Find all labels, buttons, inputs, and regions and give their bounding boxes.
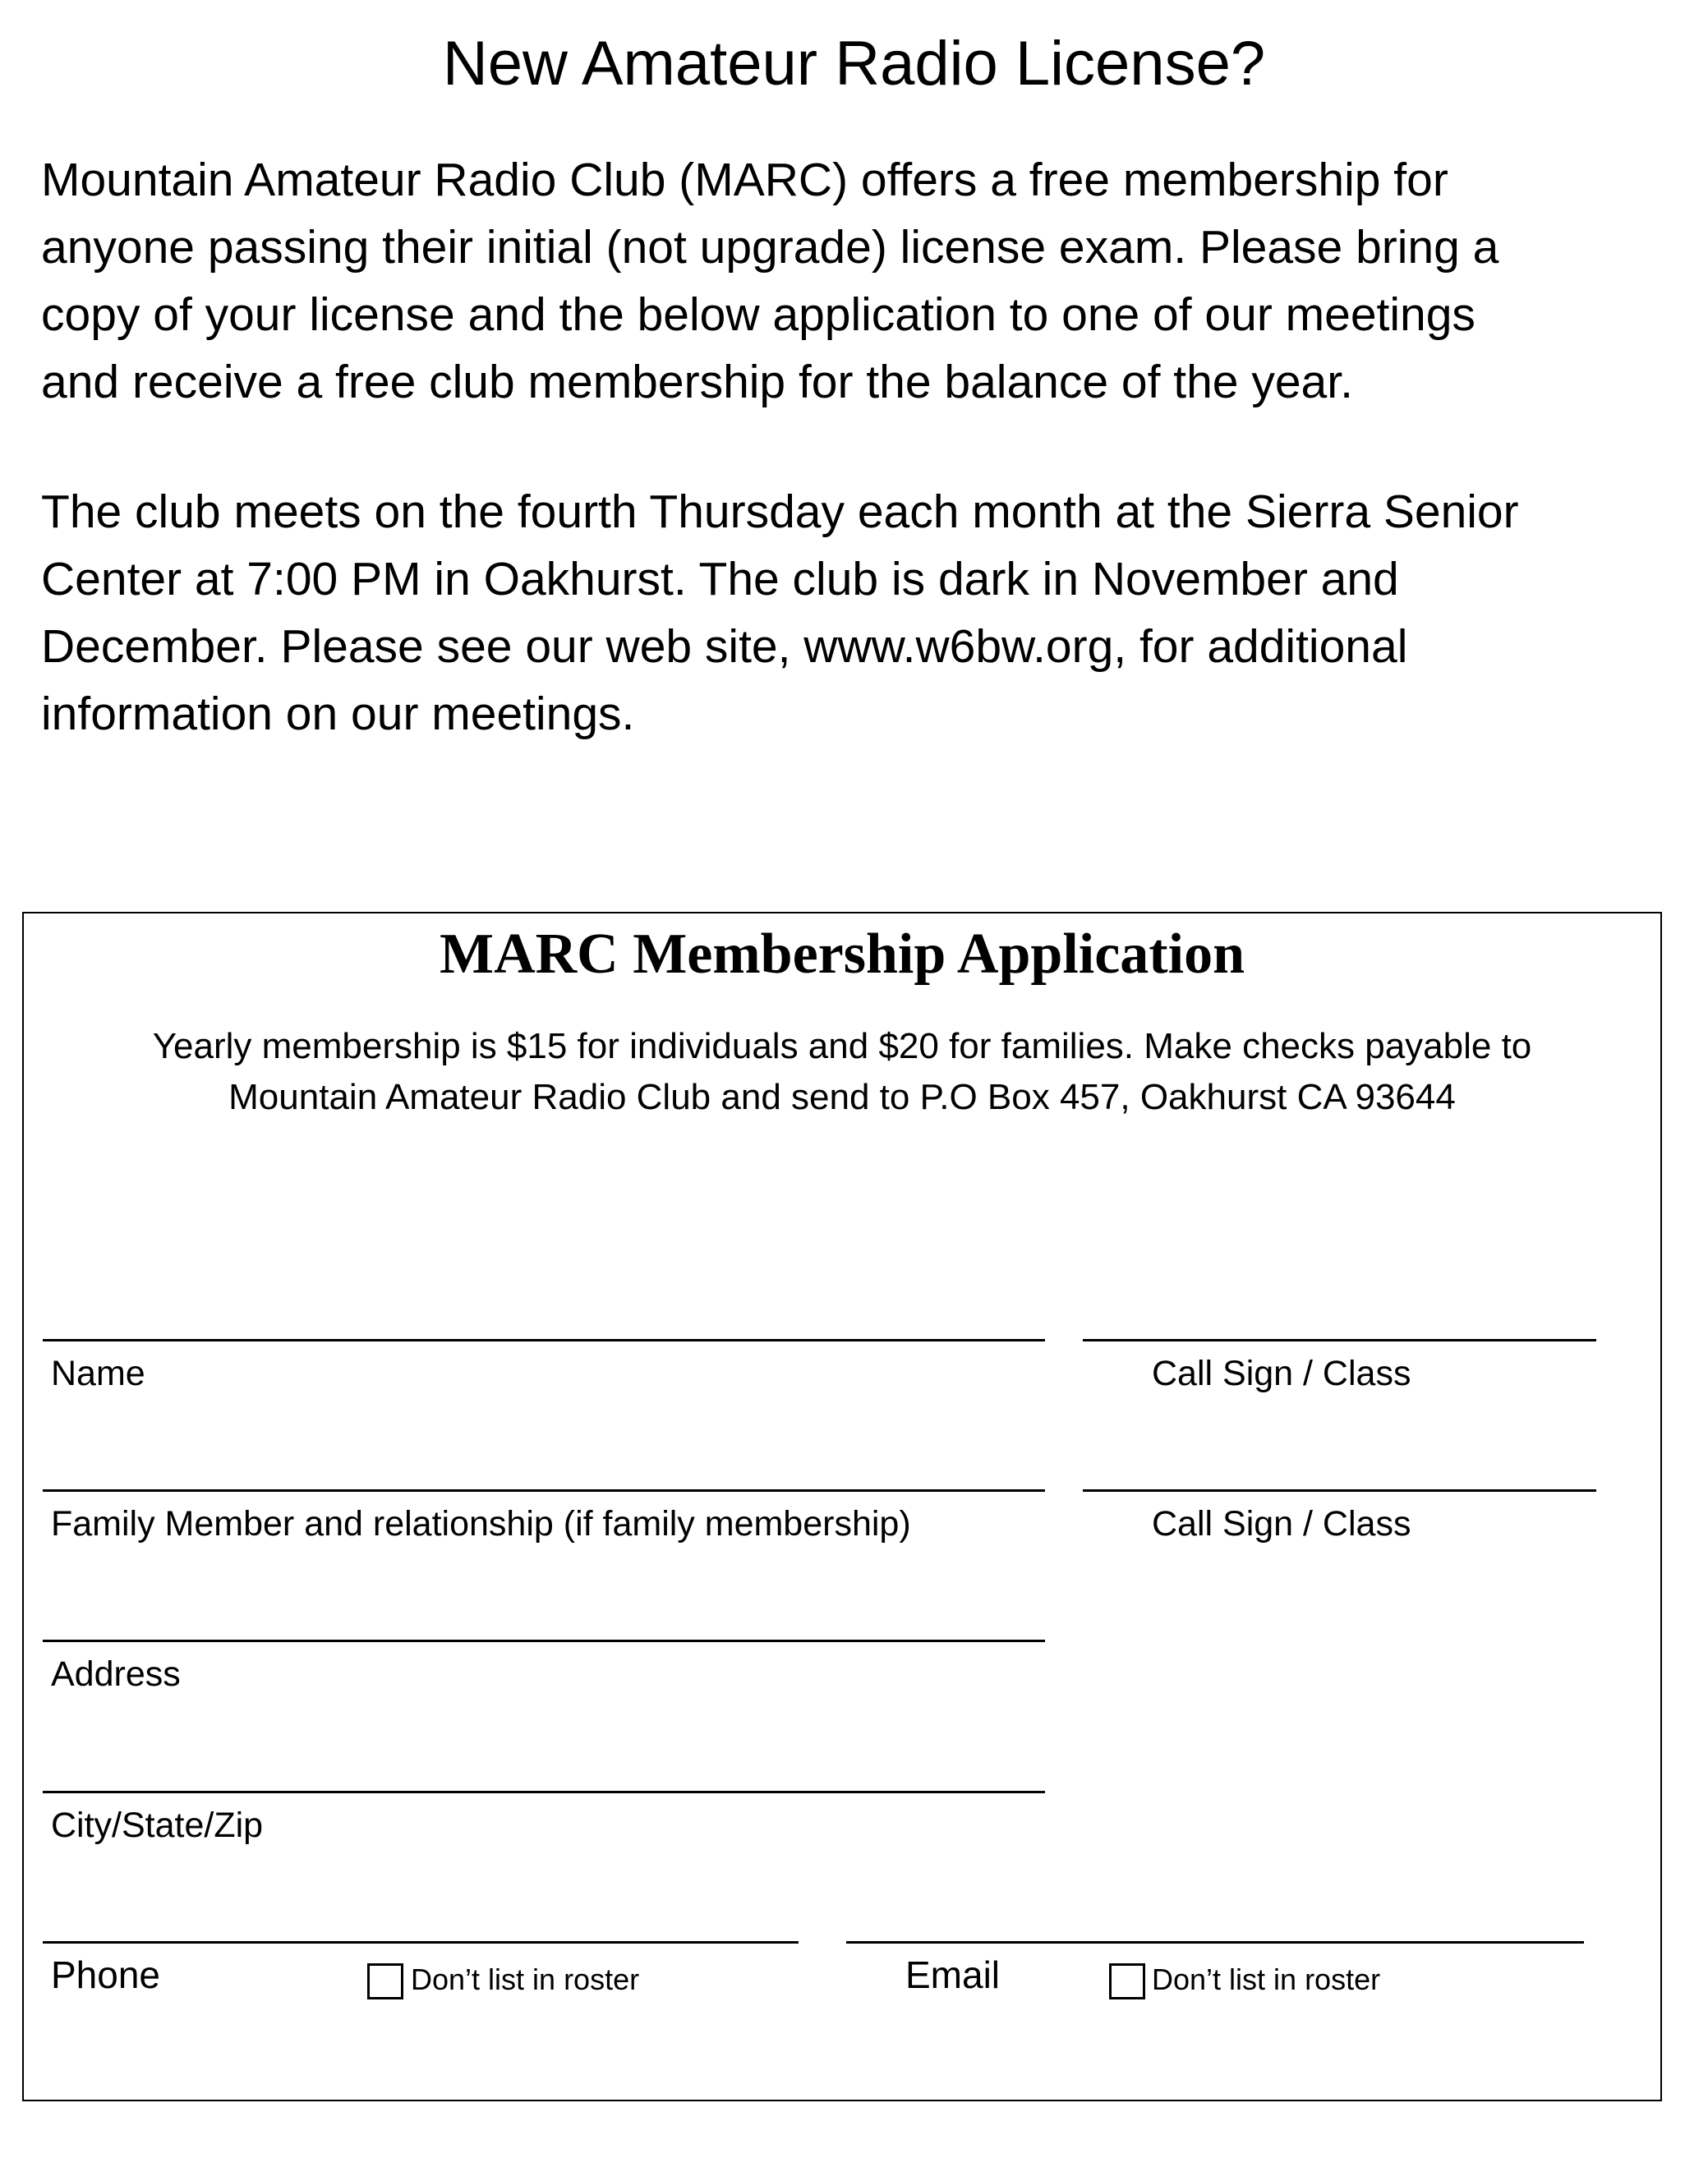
meetings-line: Center at 7:00 PM in Oakhurst. The club is dark in November and — [41, 553, 1399, 605]
meetings-line: information on our meetings. — [41, 688, 635, 740]
city-state-zip-label: City/State/Zip — [51, 1806, 264, 1845]
meetings-line: The club meets on the fourth Thursday each month at the Sierra Senior — [41, 485, 1519, 538]
family-member-label: Family Member and relationship (if family membership) — [51, 1504, 911, 1544]
application-instructions — [22, 1021, 1662, 1123]
email-roster-checkbox[interactable] — [1109, 1963, 1145, 1999]
phone-roster-checkbox[interactable] — [367, 1963, 403, 1999]
phone-label: Phone — [51, 1953, 161, 1996]
name-label: Name — [51, 1354, 145, 1393]
page-title: New Amateur Radio License? — [442, 29, 1266, 99]
email-label: Email — [905, 1953, 1001, 1996]
family-member-field[interactable] — [43, 1489, 1045, 1492]
phone-roster-label: Don’t list in roster — [411, 1962, 640, 1996]
intro-paragraph — [41, 146, 1684, 416]
email-field[interactable] — [846, 1941, 1584, 1944]
call-sign-field-1[interactable] — [1083, 1339, 1596, 1341]
email-roster-label: Don’t list in roster — [1152, 1962, 1381, 1996]
intro-line: anyone passing their initial (not upgrade) license exam. Please bring a — [41, 221, 1499, 274]
instructions-line: Yearly membership is $15 for individuals and $20 for families. Make checks payable to — [152, 1026, 1532, 1066]
call-sign-label-2: Call Sign / Class — [1152, 1504, 1411, 1544]
intro-line: Mountain Amateur Radio Club (MARC) offers a free membership for — [41, 154, 1448, 206]
name-field[interactable] — [43, 1339, 1045, 1341]
meetings-paragraph — [41, 478, 1684, 748]
instructions-line: Mountain Amateur Radio Club and send to P.O Box 457, Oakhurst CA 93644 — [228, 1077, 1456, 1117]
intro-line: and receive a free club membership for the balance of the year. — [41, 356, 1353, 408]
address-label: Address — [51, 1654, 181, 1694]
call-sign-label-1: Call Sign / Class — [1152, 1354, 1411, 1393]
call-sign-field-2[interactable] — [1083, 1489, 1596, 1492]
city-state-zip-field[interactable] — [43, 1791, 1045, 1793]
intro-line: copy of your license and the below application to one of our meetings — [41, 288, 1476, 341]
meetings-line: December. Please see our web site, www.w6bw.org, for additional — [41, 620, 1408, 673]
address-field[interactable] — [43, 1640, 1045, 1642]
phone-field[interactable] — [43, 1941, 799, 1944]
application-title: MARC Membership Application — [440, 923, 1245, 986]
